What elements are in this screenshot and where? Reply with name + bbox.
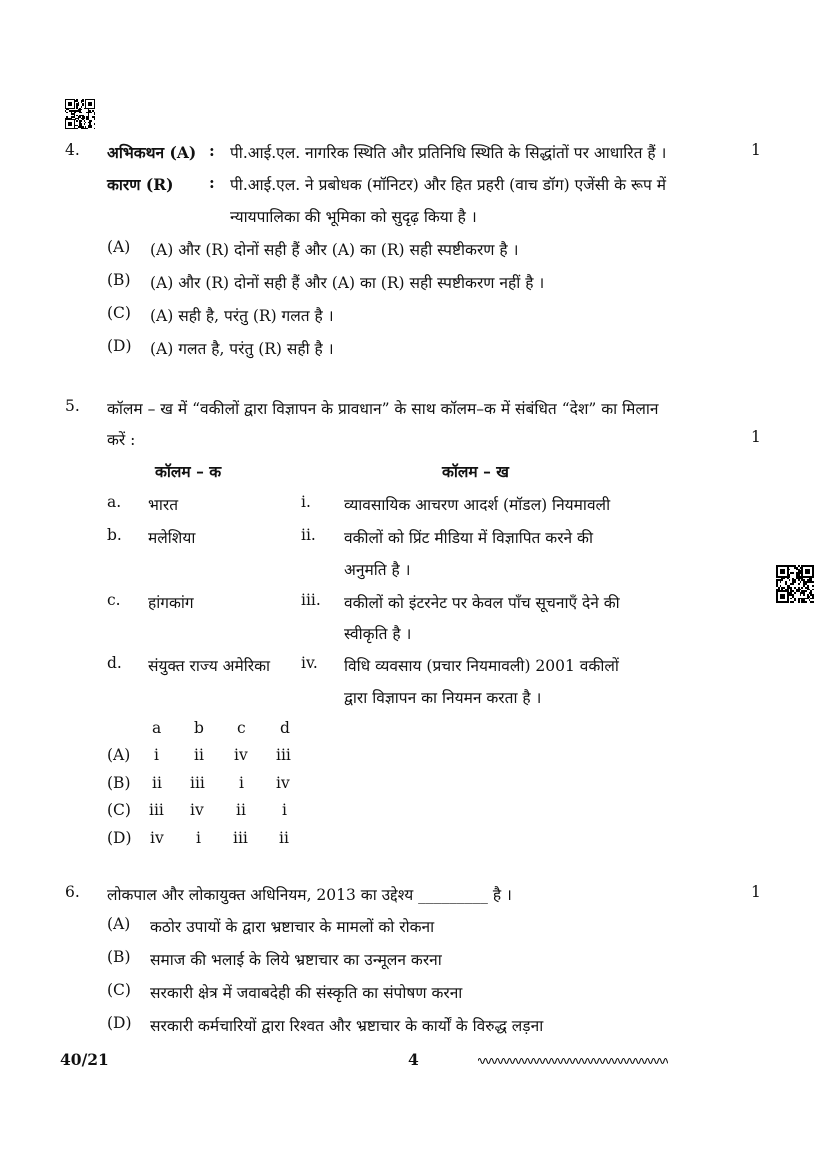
answer-cell: iv [234,746,248,764]
answer-cell: iii [190,774,205,792]
match-row-country: भारत [148,496,179,514]
page-number: 4 [408,1050,419,1069]
answer-cell: ii [236,801,246,819]
match-row-roman: ii. [301,526,316,544]
wavy-line-decoration [478,1055,668,1067]
option-label: (B) [107,271,131,289]
match-row-provision: वकीलों को प्रिंट मीडिया में विज्ञापित करने की [344,529,593,547]
answer-cell: iii [149,801,164,819]
answer-cell: iv [190,801,204,819]
answer-cell: ii [279,829,289,847]
question-6-text: लोकपाल और लोकायुक्त अधिनियम, 2013 का उद्देश्य _________ है । [107,886,512,904]
answer-grid-header: a [152,719,162,737]
answer-grid-header: d [280,719,290,737]
match-row-country: संयुक्त राज्य अमेरिका [148,657,271,675]
match-row-letter: a. [107,493,122,511]
question-6-marks: 1 [751,883,761,901]
answer-cell: iv [276,774,290,792]
answer-cell: iv [150,829,164,847]
answer-cell: i [196,829,201,847]
match-row-letter: c. [107,591,121,609]
option-text: सरकारी कर्मचारियों द्वारा रिश्वत और भ्रष्टाचार के कार्यों के विरुद्ध लड़ना [150,1017,544,1035]
match-row-provision-cont: अनुमति है । [344,561,411,579]
option-label: (A) [107,915,131,933]
match-row-country: हांगकांग [148,594,194,612]
question-5-number: 5. [65,397,80,415]
match-row-letter: b. [107,526,122,544]
answer-cell: i [154,746,159,764]
match-row-roman: i. [301,493,311,511]
option-label: (C) [107,304,131,322]
question-6-number: 6. [65,883,80,901]
reason-colon: : [209,173,215,192]
answer-option-label: (C) [107,801,131,819]
option-text: कठोर उपायों के द्वारा भ्रष्टाचार के मामलों को रोकना [150,918,435,936]
question-5-text-line-2: करें : [107,431,136,449]
answer-option-label: (A) [107,746,131,764]
question-5-text-line-1: कॉलम – ख में “वकीलों द्वारा विज्ञापन के प्रावधान” के साथ कॉलम–क में संबंधित “देश” का मिलान [107,400,659,418]
option-label: (C) [107,981,131,999]
answer-option-label: (B) [107,774,131,792]
option-text: (A) गलत है, परंतु (R) सही है । [150,340,334,358]
qr-code-icon [776,565,814,603]
question-4-marks: 1 [751,141,761,159]
answer-cell: ii [152,774,162,792]
answer-cell: iii [276,746,291,764]
answer-cell: iii [233,829,248,847]
option-label: (D) [107,337,132,355]
column-a-header: कॉलम – क [155,462,222,481]
match-row-provision: व्यावसायिक आचरण आदर्श (मॉडल) नियमावली [344,496,611,514]
match-row-provision: वकीलों को इंटरनेट पर केवल पाँच सूचनाएँ देने की [344,594,620,612]
match-row-provision-cont: द्वारा विज्ञापन का नियमन करता है । [344,689,542,707]
option-text: (A) और (R) दोनों सही हैं और (A) का (R) सही स्पष्टीकरण है । [150,241,519,259]
assertion-text: पी.आई.एल. नागरिक स्थिति और प्रतिनिधि स्थिति के सिद्धांतों पर आधारित हैं । [230,144,667,162]
option-label: (A) [107,238,131,256]
reason-label: कारण (R) [107,175,174,194]
option-text: समाज की भलाई के लिये भ्रष्टाचार का उन्मूलन करना [150,951,442,969]
assertion-colon: : [209,141,215,160]
match-row-provision-cont: स्वीकृति है । [344,625,412,643]
reason-text-line-1: पी.आई.एल. ने प्रबोधक (मॉनिटर) और हित प्रहरी (वाच डॉग) एजेंसी के रूप में [230,176,666,194]
match-row-roman: iii. [301,591,321,609]
match-row-roman: iv. [301,654,318,672]
assertion-label: अभिकथन (A) [107,143,197,162]
reason-text-line-2: न्यायपालिका की भूमिका को सुदृढ़ किया है । [230,208,477,226]
column-b-header: कॉलम – ख [442,462,509,481]
qr-code-icon [65,99,95,129]
option-label: (B) [107,948,131,966]
option-label: (D) [107,1014,132,1032]
option-text: सरकारी क्षेत्र में जवाबदेही की संस्कृति का संपोषण करना [150,984,463,1002]
answer-cell: i [282,801,287,819]
match-row-provision: विधि व्यवसाय (प्रचार नियमावली) 2001 वकीलों [344,657,619,675]
option-text: (A) सही है, परंतु (R) गलत है । [150,307,334,325]
answer-grid-header: c [237,719,246,737]
paper-code: 40/21 [60,1050,109,1069]
answer-grid-header: b [194,719,204,737]
question-4-number: 4. [65,141,80,159]
answer-cell: ii [194,746,204,764]
question-5-marks: 1 [751,428,761,446]
match-row-country: मलेशिया [148,529,196,547]
match-row-letter: d. [107,654,122,672]
answer-option-label: (D) [107,829,132,847]
answer-cell: i [239,774,244,792]
option-text: (A) और (R) दोनों सही हैं और (A) का (R) सही स्पष्टीकरण नहीं है । [150,274,545,292]
